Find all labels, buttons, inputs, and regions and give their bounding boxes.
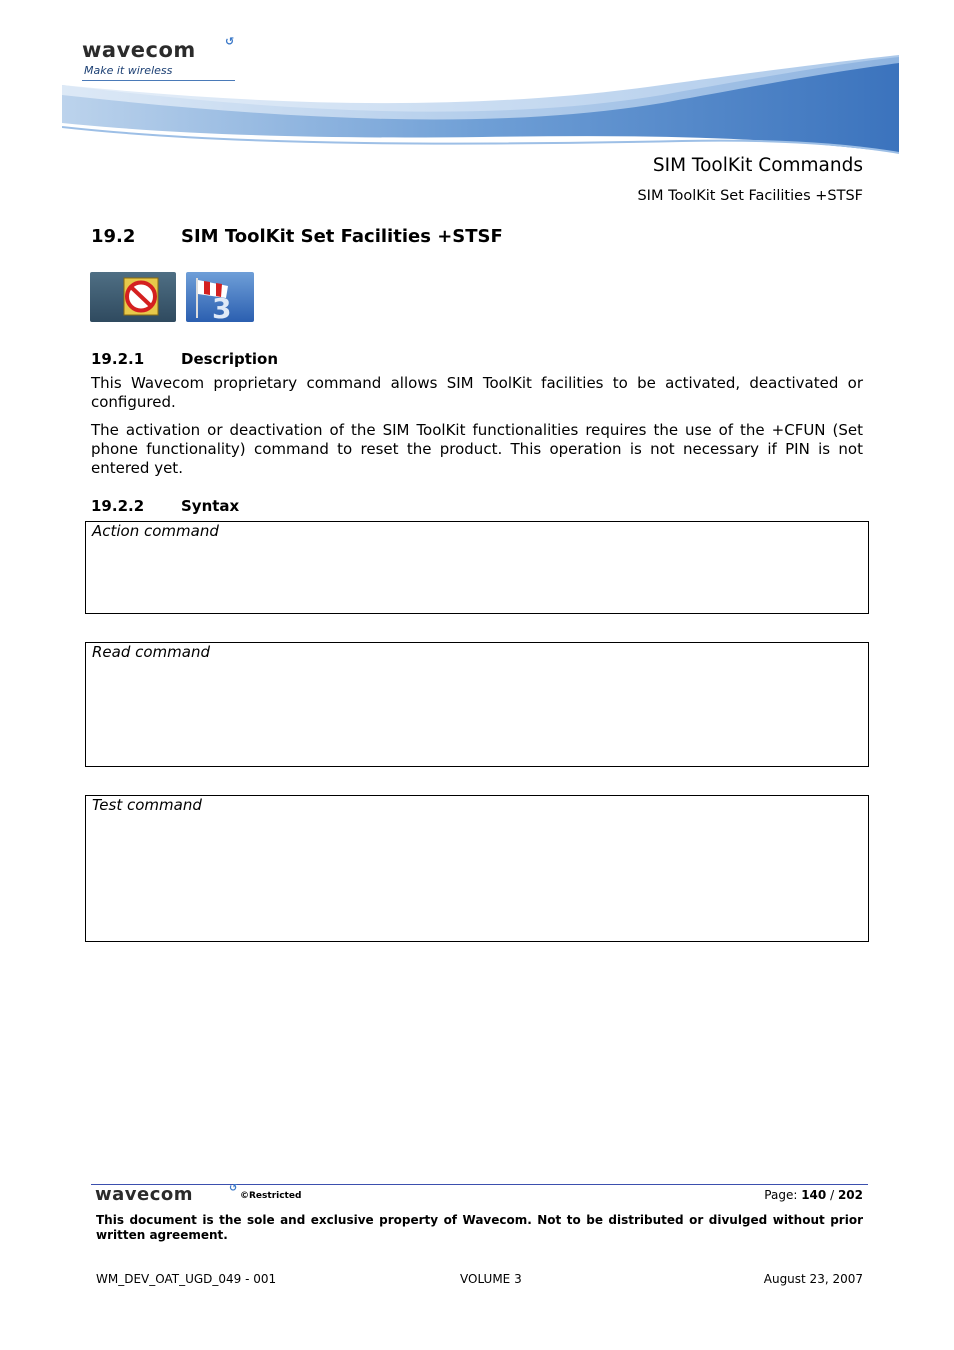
syntax-number: 19.2.2 <box>91 497 145 515</box>
footer-page-info <box>764 1188 863 1202</box>
footer-doc-ref: WM_DEV_OAT_UGD_049 - 001 <box>96 1272 277 1286</box>
no-entry-sign-icon <box>90 272 176 322</box>
header-wave-banner <box>62 55 899 155</box>
phase-3-badge <box>186 272 254 322</box>
action-command-label: Action command <box>92 522 219 540</box>
read-command-label: Read command <box>92 643 211 661</box>
page-prefix: Page: <box>764 1188 802 1202</box>
page-number: 140 <box>801 1188 827 1202</box>
section-heading <box>91 226 503 247</box>
footer-logo-swirl-icon: ↺ <box>229 1183 238 1194</box>
logo-swirl-icon: ↺ <box>225 35 235 48</box>
test-command-label: Test command <box>92 796 202 814</box>
windsock-3-icon <box>186 272 254 322</box>
section-number: 19.2 <box>91 226 136 247</box>
page-total: 202 <box>837 1188 863 1202</box>
logo-tagline: Make it wireless <box>84 64 173 77</box>
footer-restricted: ©Restricted <box>240 1191 302 1201</box>
footer-logo: wavecom <box>95 1184 194 1205</box>
page-separator: / <box>826 1188 838 1202</box>
action-command-box <box>85 521 869 614</box>
test-command-box <box>85 795 869 942</box>
logo-wordmark: wavecom <box>82 38 196 62</box>
footer-date: August 23, 2007 <box>763 1272 863 1286</box>
description-paragraph-1: This Wavecom proprietary command allows SIM ToolKit facilities to be activated, deactivated or configured. <box>91 374 863 411</box>
syntax-heading <box>91 497 239 515</box>
read-command-box <box>85 642 869 767</box>
header-chapter-title: SIM ToolKit Commands <box>652 155 863 176</box>
description-number: 19.2.1 <box>91 350 145 368</box>
section-title: SIM ToolKit Set Facilities +STSF <box>181 226 503 247</box>
footer-notice: This document is the sole and exclusive property of Wavecom. Not to be distributed or divulged without prior written agreement. <box>96 1213 863 1242</box>
description-heading <box>91 350 278 368</box>
header-section-title: SIM ToolKit Set Facilities +STSF <box>637 188 863 204</box>
footer-volume: VOLUME 3 <box>460 1272 522 1286</box>
syntax-title: Syntax <box>181 497 240 515</box>
description-title: Description <box>181 350 279 368</box>
no-pin-badge <box>90 272 176 322</box>
footer-divider <box>91 1184 868 1185</box>
description-paragraph-2: The activation or deactivation of the SIM ToolKit functionalities requires the use of the +CFUN (Set phone functionality) command to reset the product. This operation is not necessary if PIN is not entered yet. <box>91 421 863 477</box>
badge-phase-number: 3 <box>212 292 232 322</box>
